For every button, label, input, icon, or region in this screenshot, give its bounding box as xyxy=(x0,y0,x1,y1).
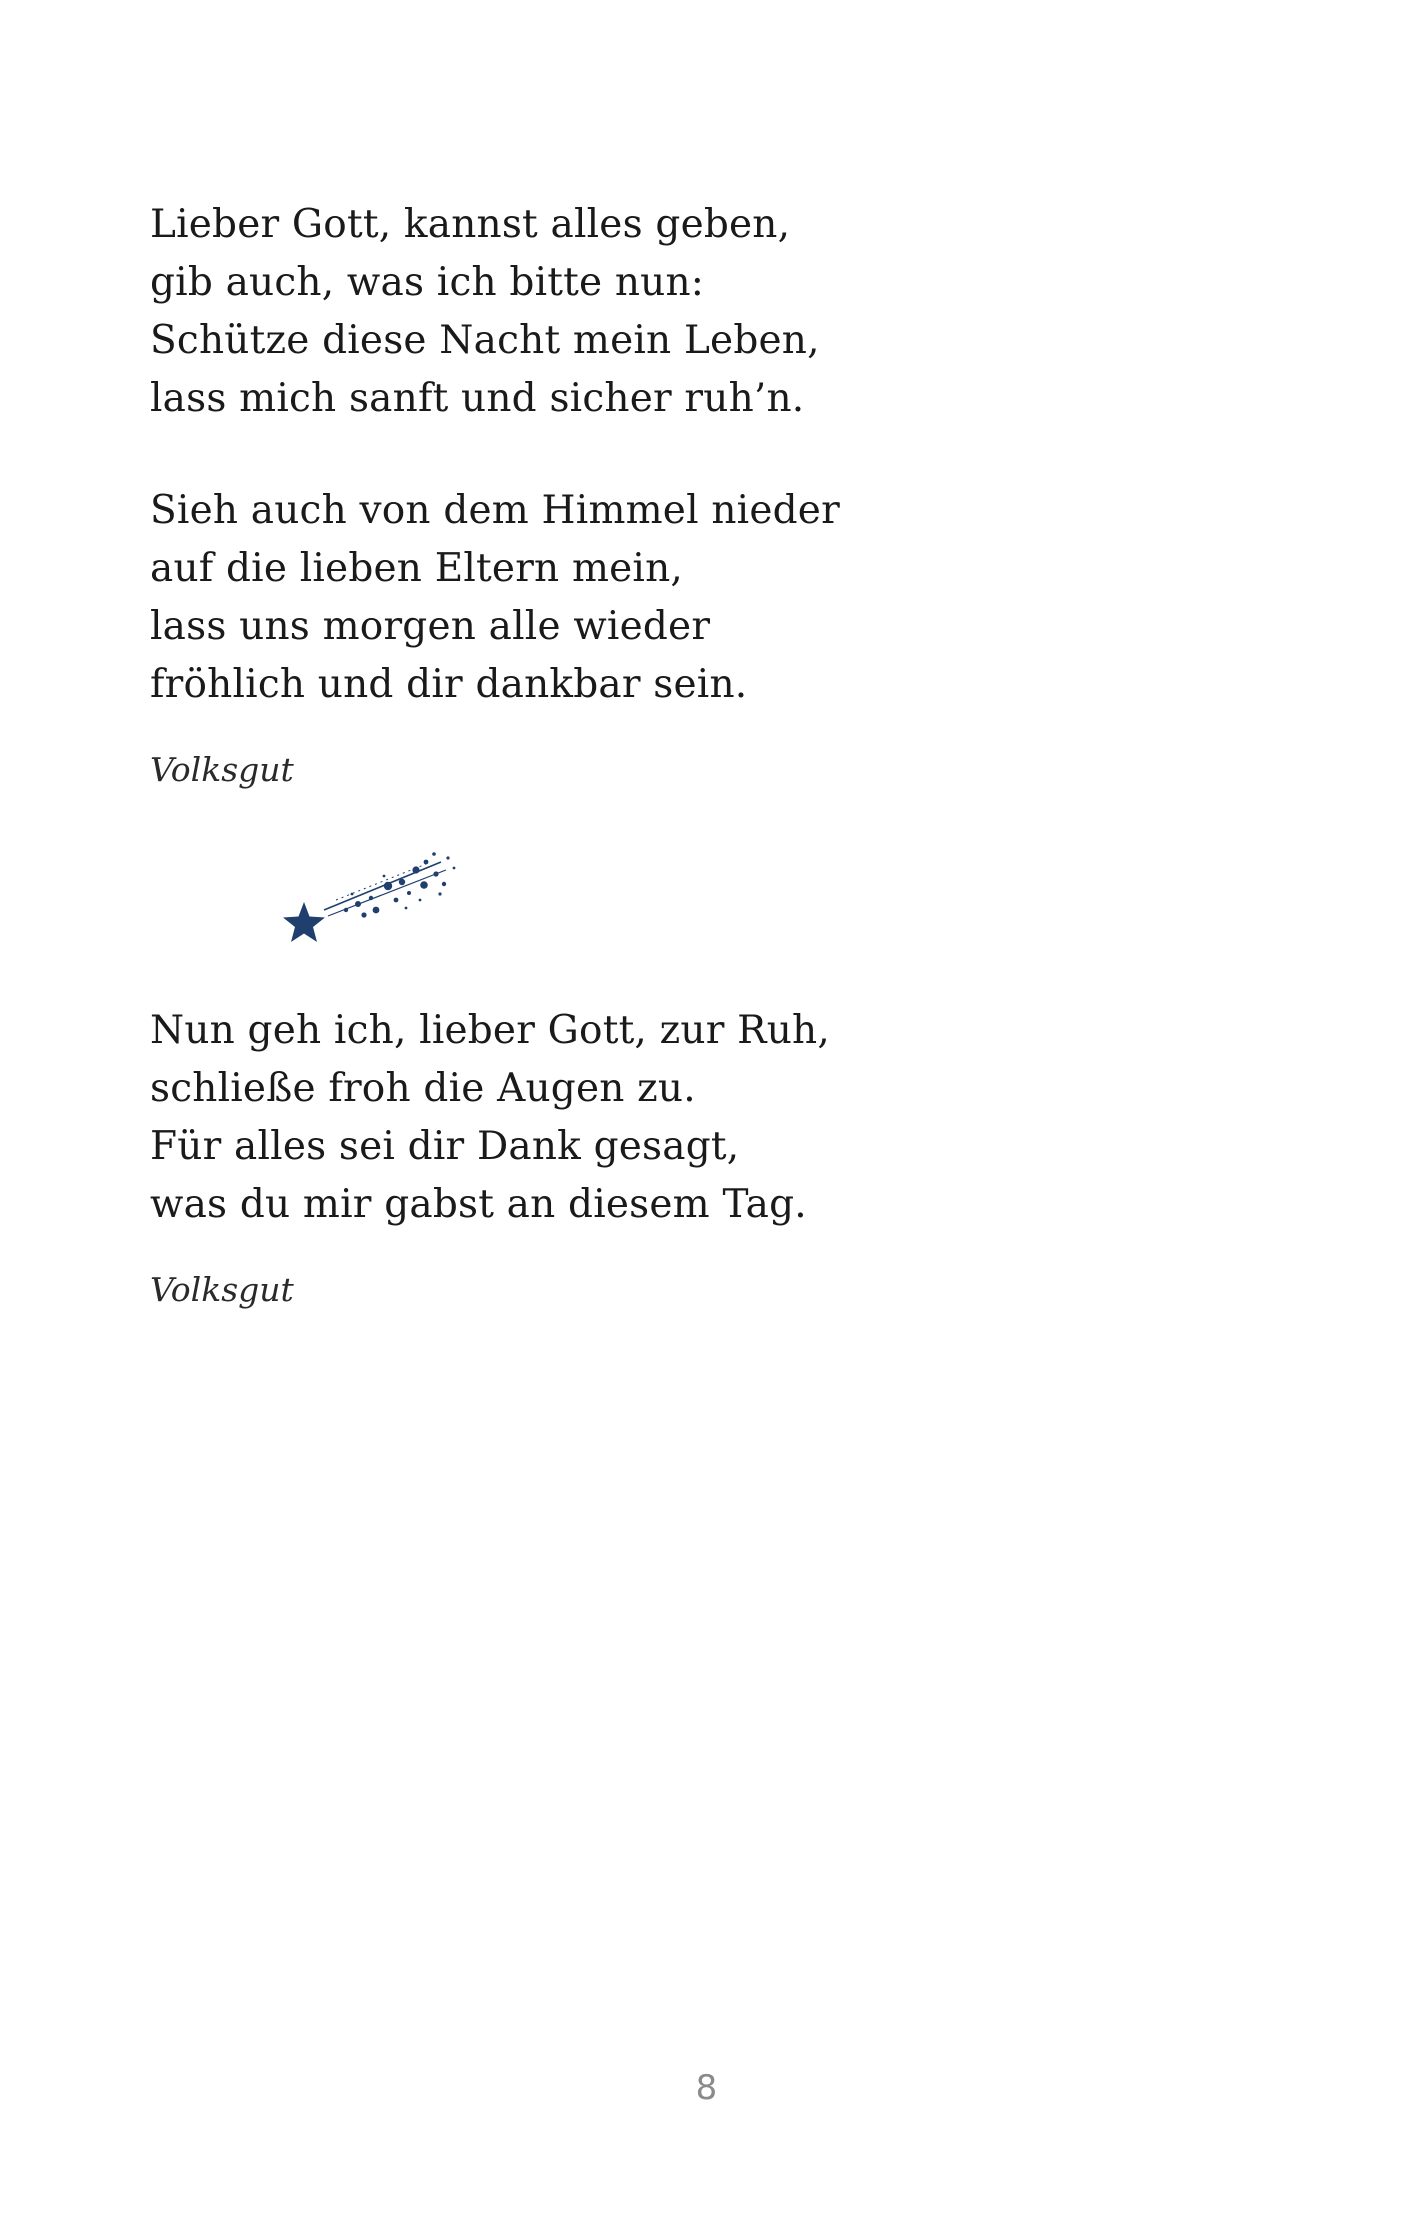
poem-line: Schütze diese Nacht mein Leben, xyxy=(150,318,820,363)
poem-line: Lieber Gott, kannst alles geben, xyxy=(150,202,791,247)
poem-attribution: Volksgut xyxy=(150,750,294,789)
page-number: 8 xyxy=(695,2068,718,2108)
poem-line: Für alles sei dir Dank gesagt, xyxy=(150,1124,740,1169)
poem-attribution: Volksgut xyxy=(150,1270,294,1309)
poem-line: schließe froh die Augen zu. xyxy=(150,1066,696,1111)
shooting-star-icon xyxy=(276,840,466,955)
poem-line: Sieh auch von dem Himmel nieder xyxy=(150,488,840,533)
poem-line: lass uns morgen alle wieder xyxy=(150,604,711,649)
poem-line: gib auch, was ich bitte nun: xyxy=(150,260,705,305)
poem-line: Nun geh ich, lieber Gott, zur Ruh, xyxy=(150,1008,830,1053)
poem-line: was du mir gabst an diesem Tag. xyxy=(150,1182,807,1227)
poem-line: fröhlich und dir dankbar sein. xyxy=(150,662,748,707)
poem-line: auf die lieben Eltern mein, xyxy=(150,546,684,591)
poem-line: lass mich sanft und sicher ruh’n. xyxy=(150,376,805,421)
poem-stanza-3 xyxy=(150,1002,830,1234)
poem-stanza-2 xyxy=(150,482,840,714)
poem-stanza-1 xyxy=(150,196,820,428)
